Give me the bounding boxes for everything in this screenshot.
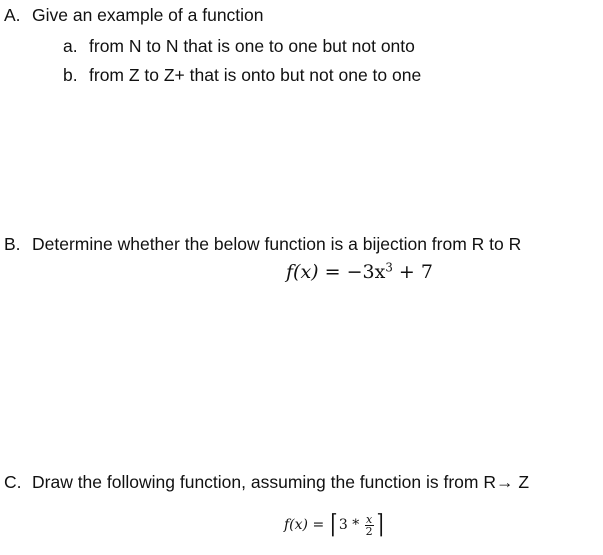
equation-b-exponent: 3 [385,260,393,275]
section-c-heading [4,472,529,492]
item-a-label: a. [63,36,78,56]
section-a-item-b [63,65,421,85]
section-c-equation [284,510,385,540]
section-a-heading [4,5,264,25]
section-a-title: Give an example of a function [32,5,264,25]
fraction-numerator: x [366,512,373,526]
item-b-text: from Z to Z+ that is onto but not one to one [89,65,422,85]
section-a-label: A. [4,5,21,25]
equation-b-rhs-suffix: + 7 [398,261,433,283]
section-c-label: C. [4,472,22,492]
section-b-heading [4,234,521,254]
section-c-title: Draw the following function, assuming the function is from R→ Z [32,472,530,492]
equation-c-lhs: f(x) [284,517,309,533]
equation-b-lhs: f(x) [286,261,319,283]
equation-c-fraction [365,514,374,537]
ceil-right-bracket: ⌉ [376,510,384,540]
equation-b-equals: = [324,261,341,283]
item-b-label: b. [63,65,78,85]
ceil-left-bracket: ⌈ [330,510,338,540]
fraction-denominator: 2 [365,524,373,538]
section-b-equation [286,261,433,283]
equation-c-equals: = [312,517,325,533]
equation-c-term: 3 [338,517,348,533]
equation-b-rhs-prefix: −3x [346,261,386,283]
item-a-text: from N to N that is one to one but not onto [89,36,415,56]
equation-c-operator: * [352,517,360,533]
section-b-title: Determine whether the below function is a bijection from R to R [32,234,522,254]
section-a-item-a [63,36,415,56]
section-b-label: B. [4,234,21,254]
